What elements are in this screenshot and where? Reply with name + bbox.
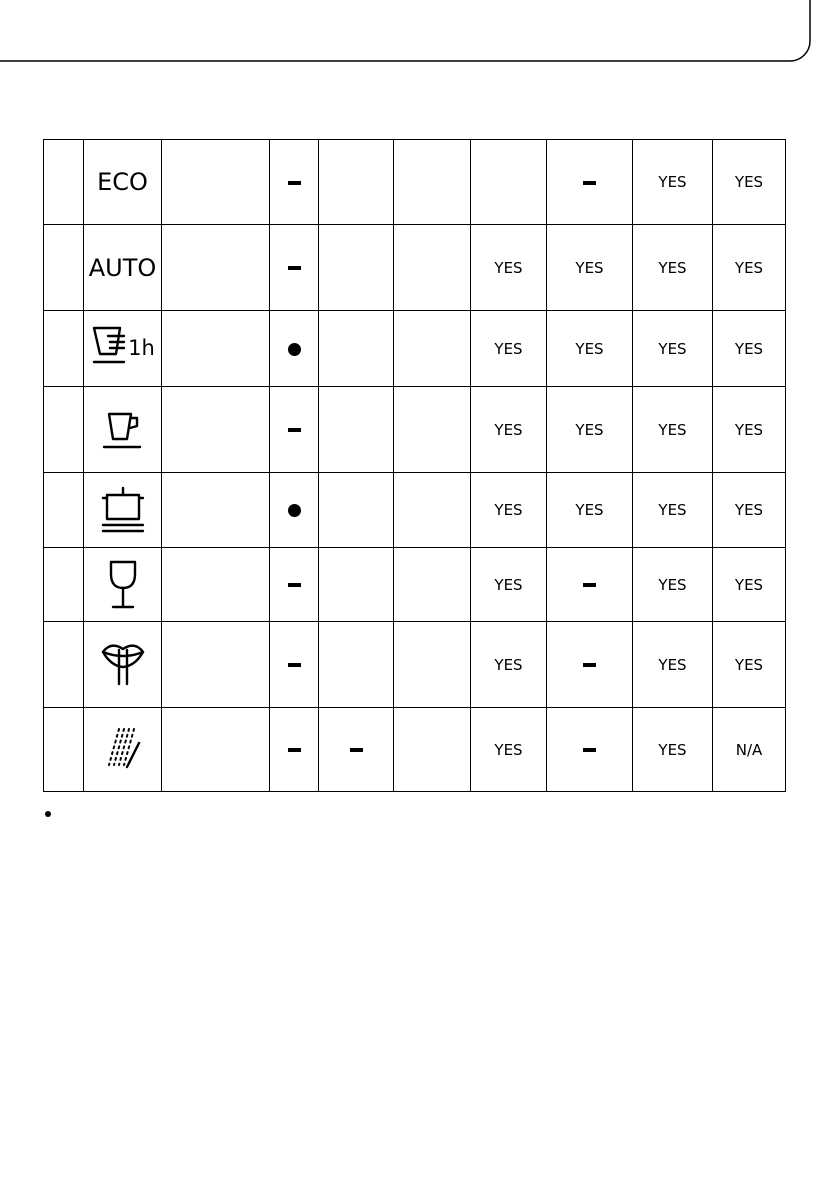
- cell-value: YES: [734, 339, 764, 358]
- table-cell: [270, 622, 319, 708]
- cell-value: YES: [494, 501, 523, 519]
- table-cell: [270, 548, 319, 622]
- dash-icon: [288, 748, 301, 752]
- table-cell: [633, 225, 713, 311]
- cell-value: YES: [575, 501, 604, 519]
- table-cell: [162, 387, 270, 473]
- dash-icon: [583, 583, 596, 587]
- table-row: [44, 473, 786, 548]
- table-cell: [713, 708, 786, 792]
- table-cell: [471, 311, 547, 387]
- table-cell: [547, 387, 633, 473]
- program-icon-cell: [84, 225, 162, 311]
- table-cell: [44, 225, 84, 311]
- cell-value: N/A: [735, 740, 763, 759]
- cell-value: YES: [658, 740, 687, 759]
- table-cell: [547, 622, 633, 708]
- program-icon-cell: [84, 311, 162, 387]
- dash-icon: [288, 583, 301, 587]
- cell-value: YES: [734, 258, 764, 277]
- table-cell: [471, 622, 547, 708]
- dash-icon: [583, 663, 596, 667]
- cell-value: YES: [494, 575, 523, 594]
- table-cell: [394, 311, 471, 387]
- table-cell: [471, 140, 547, 225]
- table-cell: [394, 548, 471, 622]
- table-cell: [162, 473, 270, 548]
- table-cell: [713, 473, 786, 548]
- dash-icon: [288, 266, 301, 270]
- table-cell: [633, 473, 713, 548]
- dash-icon: [288, 428, 301, 432]
- table-cell: [394, 473, 471, 548]
- table-cell: [319, 387, 394, 473]
- eco-label-icon: ECO: [97, 168, 148, 196]
- quick-1h-label: 1h: [128, 335, 155, 360]
- table-cell: [319, 622, 394, 708]
- cup-icon: [95, 401, 151, 459]
- program-icon-cell: [84, 622, 162, 708]
- table-cell: [547, 225, 633, 311]
- table-cell: [713, 225, 786, 311]
- table-cell: [471, 708, 547, 792]
- rinse-spray-icon: [95, 721, 151, 779]
- dot-icon: [288, 504, 301, 517]
- dash-icon: [288, 663, 301, 667]
- table-cell: [471, 473, 547, 548]
- auto-label-icon: AUTO: [88, 253, 157, 282]
- table-cell: [547, 473, 633, 548]
- cell-value: YES: [734, 420, 764, 439]
- table-cell: [44, 311, 84, 387]
- table-cell: [319, 708, 394, 792]
- table-cell: [44, 140, 84, 225]
- bullet-icon: [45, 811, 51, 817]
- table-cell: [319, 311, 394, 387]
- table-cell: [394, 708, 471, 792]
- table-cell: [633, 140, 713, 225]
- table-cell: [713, 622, 786, 708]
- table-cell: [633, 387, 713, 473]
- cell-value: YES: [575, 339, 604, 358]
- cell-value: YES: [658, 339, 687, 358]
- dash-icon: [350, 748, 363, 752]
- table-cell: [162, 548, 270, 622]
- page-corner-rules: [0, 0, 839, 65]
- cell-value: YES: [494, 655, 523, 674]
- dash-icon: [288, 181, 301, 185]
- glass-icon: [95, 556, 151, 614]
- table-cell: [394, 387, 471, 473]
- table-cell: [633, 708, 713, 792]
- table-cell: [471, 225, 547, 311]
- table-cell: [44, 622, 84, 708]
- table-cell: [319, 473, 394, 548]
- table-cell: [319, 140, 394, 225]
- table-cell: [471, 548, 547, 622]
- program-table: [43, 139, 786, 792]
- table-row: [44, 708, 786, 792]
- table-cell: [713, 548, 786, 622]
- cell-value: YES: [658, 420, 687, 439]
- dot-icon: [288, 343, 301, 356]
- table-cell: [44, 548, 84, 622]
- table-cell: [162, 622, 270, 708]
- table-cell: [162, 708, 270, 792]
- cell-value: YES: [494, 740, 523, 759]
- table-cell: [633, 548, 713, 622]
- pot-icon: [95, 481, 151, 539]
- table-row: [44, 548, 786, 622]
- cell-value: YES: [494, 339, 523, 358]
- table-cell: [633, 311, 713, 387]
- table-cell: [547, 708, 633, 792]
- table-row: [44, 387, 786, 473]
- program-icon-cell: [84, 387, 162, 473]
- table-cell: [319, 548, 394, 622]
- table-cell: [471, 387, 547, 473]
- table-cell: [547, 548, 633, 622]
- cell-value: YES: [734, 173, 764, 191]
- table-cell: [44, 387, 84, 473]
- table-cell: [270, 311, 319, 387]
- program-icon-cell: [84, 708, 162, 792]
- cell-value: YES: [494, 420, 523, 439]
- dash-icon: [583, 748, 596, 752]
- table-cell: [270, 473, 319, 548]
- table-cell: [162, 225, 270, 311]
- table-cell: [270, 225, 319, 311]
- table-cell: [162, 311, 270, 387]
- table-cell: [547, 311, 633, 387]
- cell-value: YES: [494, 258, 523, 277]
- table-cell: [44, 473, 84, 548]
- table-cell: [44, 708, 84, 792]
- table-cell: [394, 622, 471, 708]
- table-row: [44, 140, 786, 225]
- cell-value: YES: [734, 655, 764, 674]
- cell-value: YES: [575, 420, 604, 439]
- cell-value: YES: [734, 501, 764, 519]
- table-row: [44, 225, 786, 311]
- cell-value: YES: [658, 173, 687, 191]
- lips-fork-icon: [95, 636, 151, 694]
- table-cell: [270, 387, 319, 473]
- program-icon-cell: [84, 548, 162, 622]
- table-cell: [713, 140, 786, 225]
- cell-value: YES: [734, 575, 764, 594]
- program-icon-cell: [84, 140, 162, 225]
- table-cell: [270, 708, 319, 792]
- program-icon-cell: [84, 473, 162, 548]
- table-cell: [547, 140, 633, 225]
- table-cell: [319, 225, 394, 311]
- table-row: [44, 311, 786, 387]
- table-cell: [270, 140, 319, 225]
- table-cell: [162, 140, 270, 225]
- cell-value: YES: [658, 501, 687, 519]
- dash-icon: [583, 181, 596, 185]
- cell-value: YES: [658, 655, 687, 674]
- cell-value: YES: [658, 575, 687, 594]
- table-cell: [394, 225, 471, 311]
- table-cell: [633, 622, 713, 708]
- table-cell: [713, 387, 786, 473]
- quick-1h-icon: [90, 320, 128, 378]
- cell-value: YES: [658, 258, 687, 277]
- cell-value: YES: [575, 258, 604, 277]
- table-cell: [713, 311, 786, 387]
- table-row: [44, 622, 786, 708]
- table-cell: [394, 140, 471, 225]
